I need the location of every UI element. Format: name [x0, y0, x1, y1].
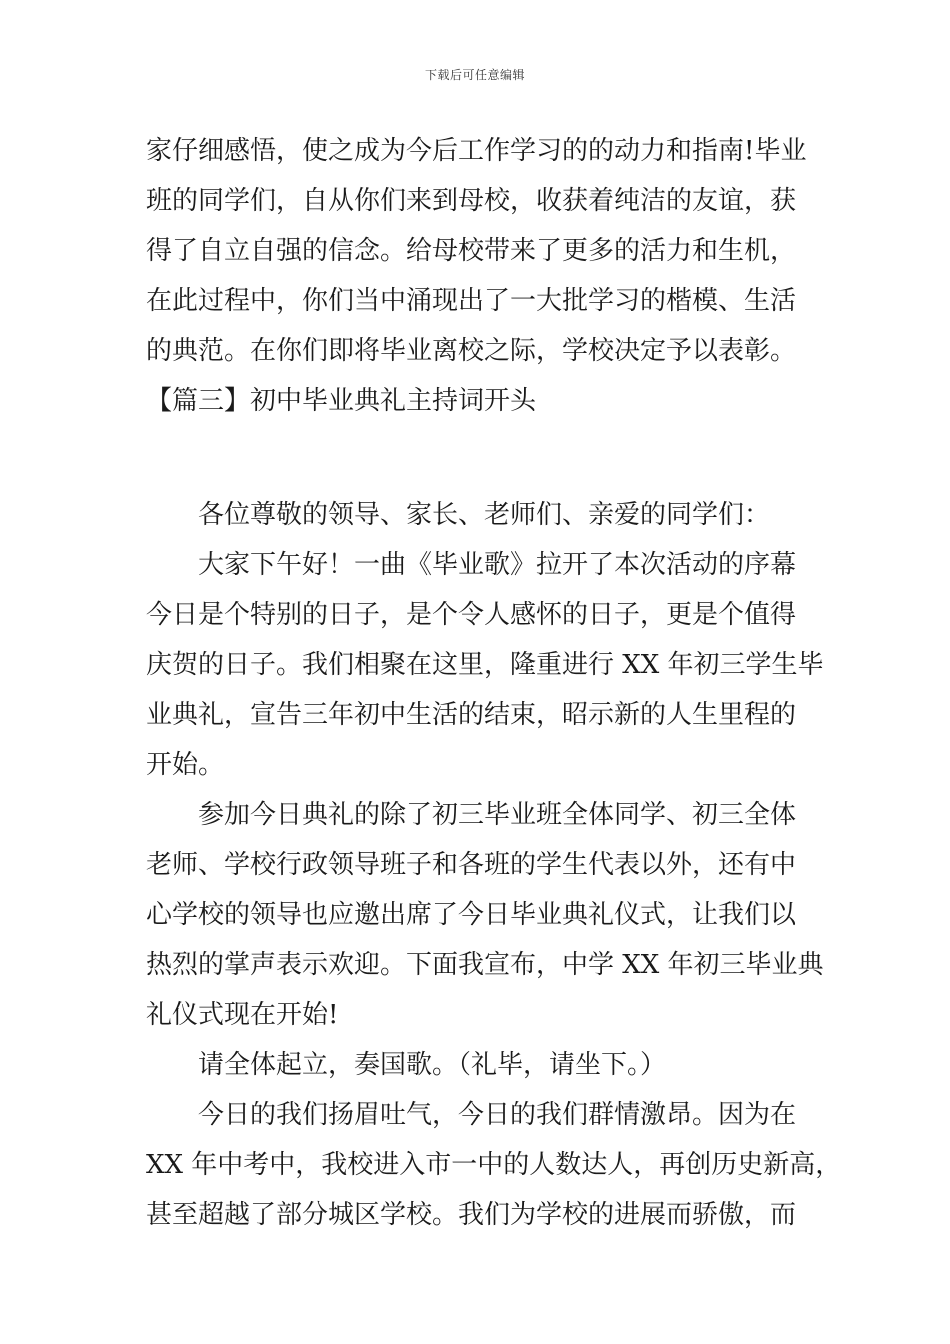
text-line: 热烈的掌声表示欢迎。下面我宣布，中学 XX 年初三毕业典 — [146, 950, 824, 980]
text-line: XX 年中考中，我校进入市一中的人数达人，再创历史新高， — [146, 1150, 842, 1180]
page-header: 下载后可任意编辑 — [424, 68, 525, 82]
text-line: 老师、学校行政领导班子和各班的学生代表以外，还有中 — [146, 850, 797, 880]
text-line: 业典礼，宣告三年初中生活的结束，昭示新的人生里程的 — [146, 700, 797, 730]
text-line: 庆贺的日子。我们相聚在这里，隆重进行 XX 年初三学生毕 — [146, 650, 824, 680]
text-line: 心学校的领导也应邀出席了今日毕业典礼仪式，让我们以 — [146, 900, 797, 930]
text-line: 参加今日典礼的除了初三毕业班全体同学、初三全体 — [198, 800, 797, 830]
document-body — [146, 126, 842, 1240]
text-line: 今日的我们扬眉吐气，今日的我们群情激昂。因为在 — [198, 1100, 797, 1130]
section-title: 【篇三】初中毕业典礼主持词开头 — [146, 386, 537, 416]
text-line: 开始。 — [146, 750, 225, 780]
text-line: 请全体起立，奏国歌。（礼毕，请坐下。） — [198, 1050, 667, 1080]
text-line: 班的同学们，自从你们来到母校，收获着纯洁的友谊，获 — [146, 186, 797, 216]
greeting-line: 各位尊敬的领导、家长、老师们、亲爱的同学们： — [198, 500, 771, 530]
text-line: 大家下午好！一曲《毕业歌》拉开了本次活动的序幕 — [198, 550, 797, 580]
text-line: 今日是个特别的日子，是个令人感怀的日子，更是个值得 — [146, 600, 797, 630]
text-line: 得了自立自强的信念。给母校带来了更多的活力和生机， — [146, 236, 797, 266]
section-spacer — [146, 426, 814, 490]
text-line: 礼仪式现在开始! — [146, 1000, 339, 1030]
text-line: 在此过程中，你们当中涌现出了一大批学习的楷模、生活 — [146, 286, 797, 316]
text-line: 家仔细感悟，使之成为今后工作学习的的动力和指南!毕业 — [146, 136, 807, 166]
text-line: 甚至超越了部分城区学校。我们为学校的进展而骄傲，而 — [146, 1200, 797, 1230]
text-line: 的典范。在你们即将毕业离校之际，学校决定予以表彰。 — [146, 336, 797, 366]
